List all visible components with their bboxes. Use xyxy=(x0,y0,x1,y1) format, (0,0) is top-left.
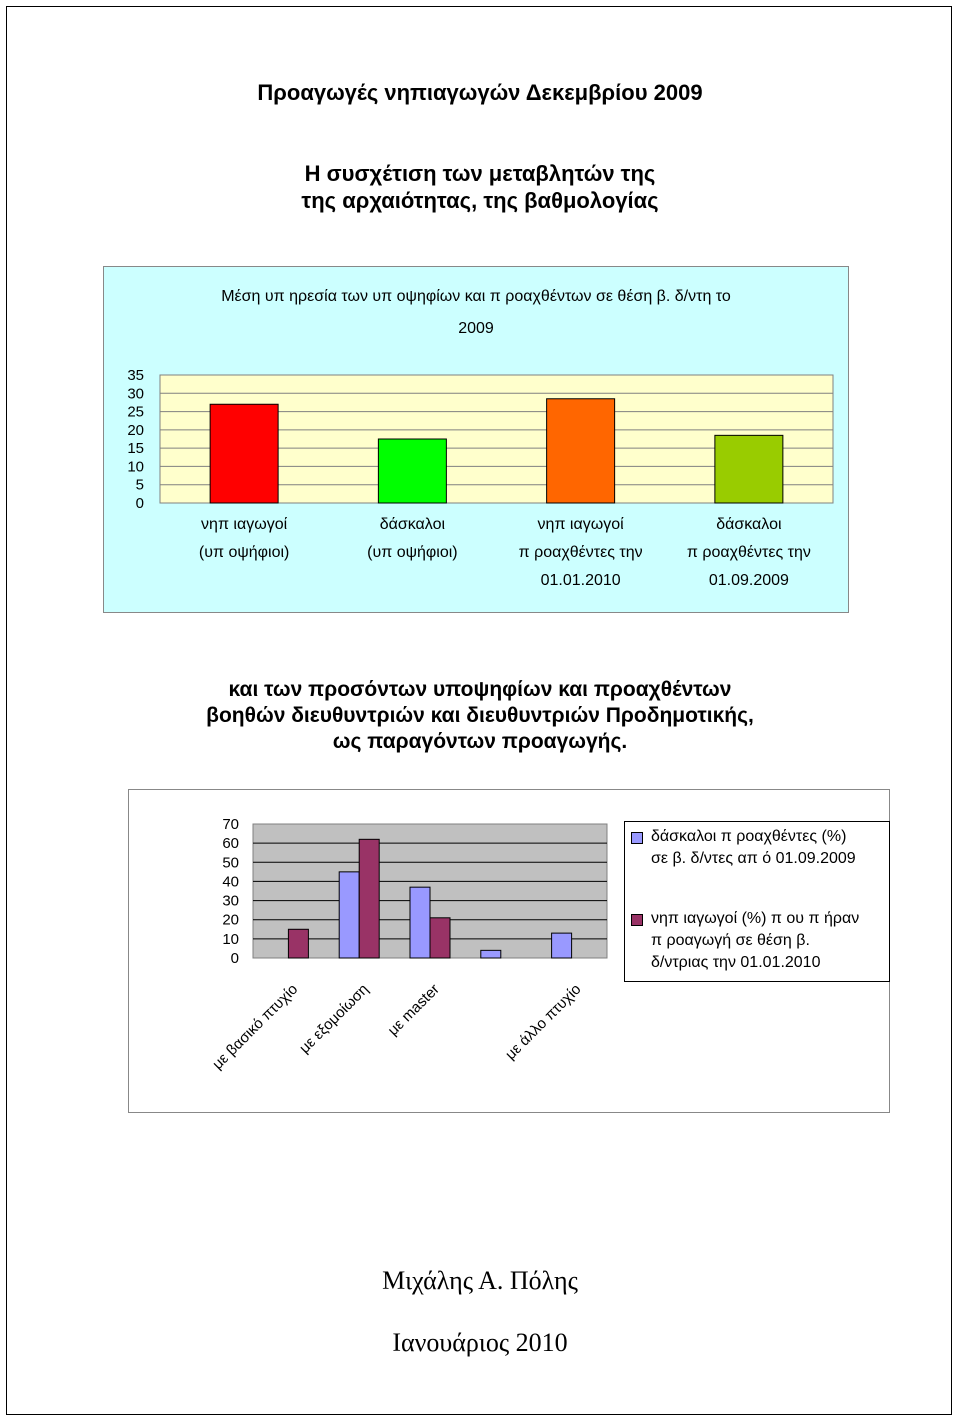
author-name: Μιχάλης Α. Πόλης xyxy=(382,1266,578,1295)
chart2-ytick-label: 10 xyxy=(222,930,239,948)
legend-kindergarten-line-1: νηπ ιαγωγοί (%) π ου π ήραν xyxy=(651,910,860,927)
chart2-ytick-label: 0 xyxy=(230,950,239,967)
chart1-xtick-label: δάσκαλοι xyxy=(379,516,446,533)
chart2-legend xyxy=(624,821,890,982)
subtitle-line-2: της αρχαιότητας, της βαθμολογίας xyxy=(301,188,659,213)
chart1-xtick-label: (υπ οψήφιοι) xyxy=(367,544,458,561)
legend-kindergarten-line-2: π ροαγωγή σε θέση β. xyxy=(651,932,810,949)
chart1-xtick-label: (υπ οψήφιοι) xyxy=(198,544,290,561)
legend-swatch-maroon xyxy=(631,914,643,926)
chart1-xtick-label: νηπ ιαγωγοί xyxy=(537,516,624,533)
chart1-ytick-label: 15 xyxy=(127,440,144,458)
chart2-ytick-label: 70 xyxy=(222,816,239,833)
page-title: Προαγωγές νηπιαγωγών Δεκεμβρίου 2009 xyxy=(257,80,703,105)
chart2-bar xyxy=(481,950,501,958)
legend-swatch-blue xyxy=(631,832,643,844)
chart1-xtick-label: 01.01.2010 xyxy=(540,572,621,589)
legend-teachers-line-2: σε β. δ/ντες απ ό 01.09.2009 xyxy=(651,850,856,867)
chart2-ytick-label: 20 xyxy=(222,911,239,929)
chart1-bar xyxy=(547,399,615,503)
legend-kindergarten-line-3: δ/ντριας την 01.01.2010 xyxy=(651,954,821,971)
chart2-bar xyxy=(288,929,308,958)
middle-text-line-1: και των προσόντων υποψηφίων και προαχθέντων xyxy=(228,678,732,701)
chart1-ytick-label: 35 xyxy=(127,367,144,384)
legend-teachers-line-1: δάσκαλοι π ροαχθέντες (%) xyxy=(651,828,847,845)
chart1-ytick-label: 25 xyxy=(127,403,144,421)
chart1-title-line-1: Μέση υπ ηρεσία των υπ οψηφίων και π ροαχθέντων σε θέση β. δ/ντη το xyxy=(221,288,731,305)
chart1-bar xyxy=(378,439,446,503)
chart1-xtick-label: νηπ ιαγωγοί xyxy=(201,516,288,533)
chart2-bar xyxy=(430,918,450,958)
chart2-xtick-label: με βασικό πτυχίο xyxy=(209,980,302,1073)
chart1-xtick-label: π ροαχθέντες την xyxy=(518,544,643,561)
chart1-ytick-label: 20 xyxy=(127,421,144,439)
chart2-bar xyxy=(359,839,379,958)
qualifications-chart xyxy=(128,789,890,1113)
chart2-bar xyxy=(339,872,359,958)
chart2-bar xyxy=(552,933,572,958)
chart1-xtick-label: π ροαχθέντες την xyxy=(686,544,811,561)
chart1-xtick-label: δάσκαλοι xyxy=(716,516,782,533)
chart1-title-line-2: 2009 xyxy=(458,320,494,337)
publication-date: Ιανουάριος 2010 xyxy=(392,1328,568,1357)
chart1-ytick-label: 10 xyxy=(127,458,144,476)
chart1-bar xyxy=(715,435,783,503)
chart2-svg xyxy=(129,790,619,1112)
chart1-xtick-label: 01.09.2009 xyxy=(708,572,789,589)
middle-text-line-3: ως παραγόντων προαγωγής. xyxy=(332,730,628,753)
chart2-xtick-label: με εξομοίωση xyxy=(296,980,373,1057)
middle-text-line-2: βοηθών διευθυντριών και διευθυντριών Προδημοτικής, xyxy=(206,704,754,727)
chart1-bar xyxy=(210,404,278,503)
chart2-ytick-label: 30 xyxy=(222,892,239,910)
chart1-ytick-label: 5 xyxy=(135,476,144,494)
chart2-ytick-label: 40 xyxy=(222,873,239,891)
chart1-ytick-label: 30 xyxy=(127,385,144,403)
chart2-ytick-label: 50 xyxy=(222,854,239,872)
chart2-ytick-label: 60 xyxy=(222,835,239,853)
chart2-xtick-label: με master xyxy=(384,980,443,1040)
chart1-ytick-label: 0 xyxy=(135,495,144,512)
chart2-xtick-label: με άλλο πτυχίο xyxy=(502,980,585,1064)
chart1-svg xyxy=(104,267,848,612)
subtitle-line-1: Η συσχέτιση των μεταβλητών της xyxy=(304,161,656,186)
service-chart xyxy=(103,266,849,613)
chart2-bar xyxy=(410,887,430,958)
